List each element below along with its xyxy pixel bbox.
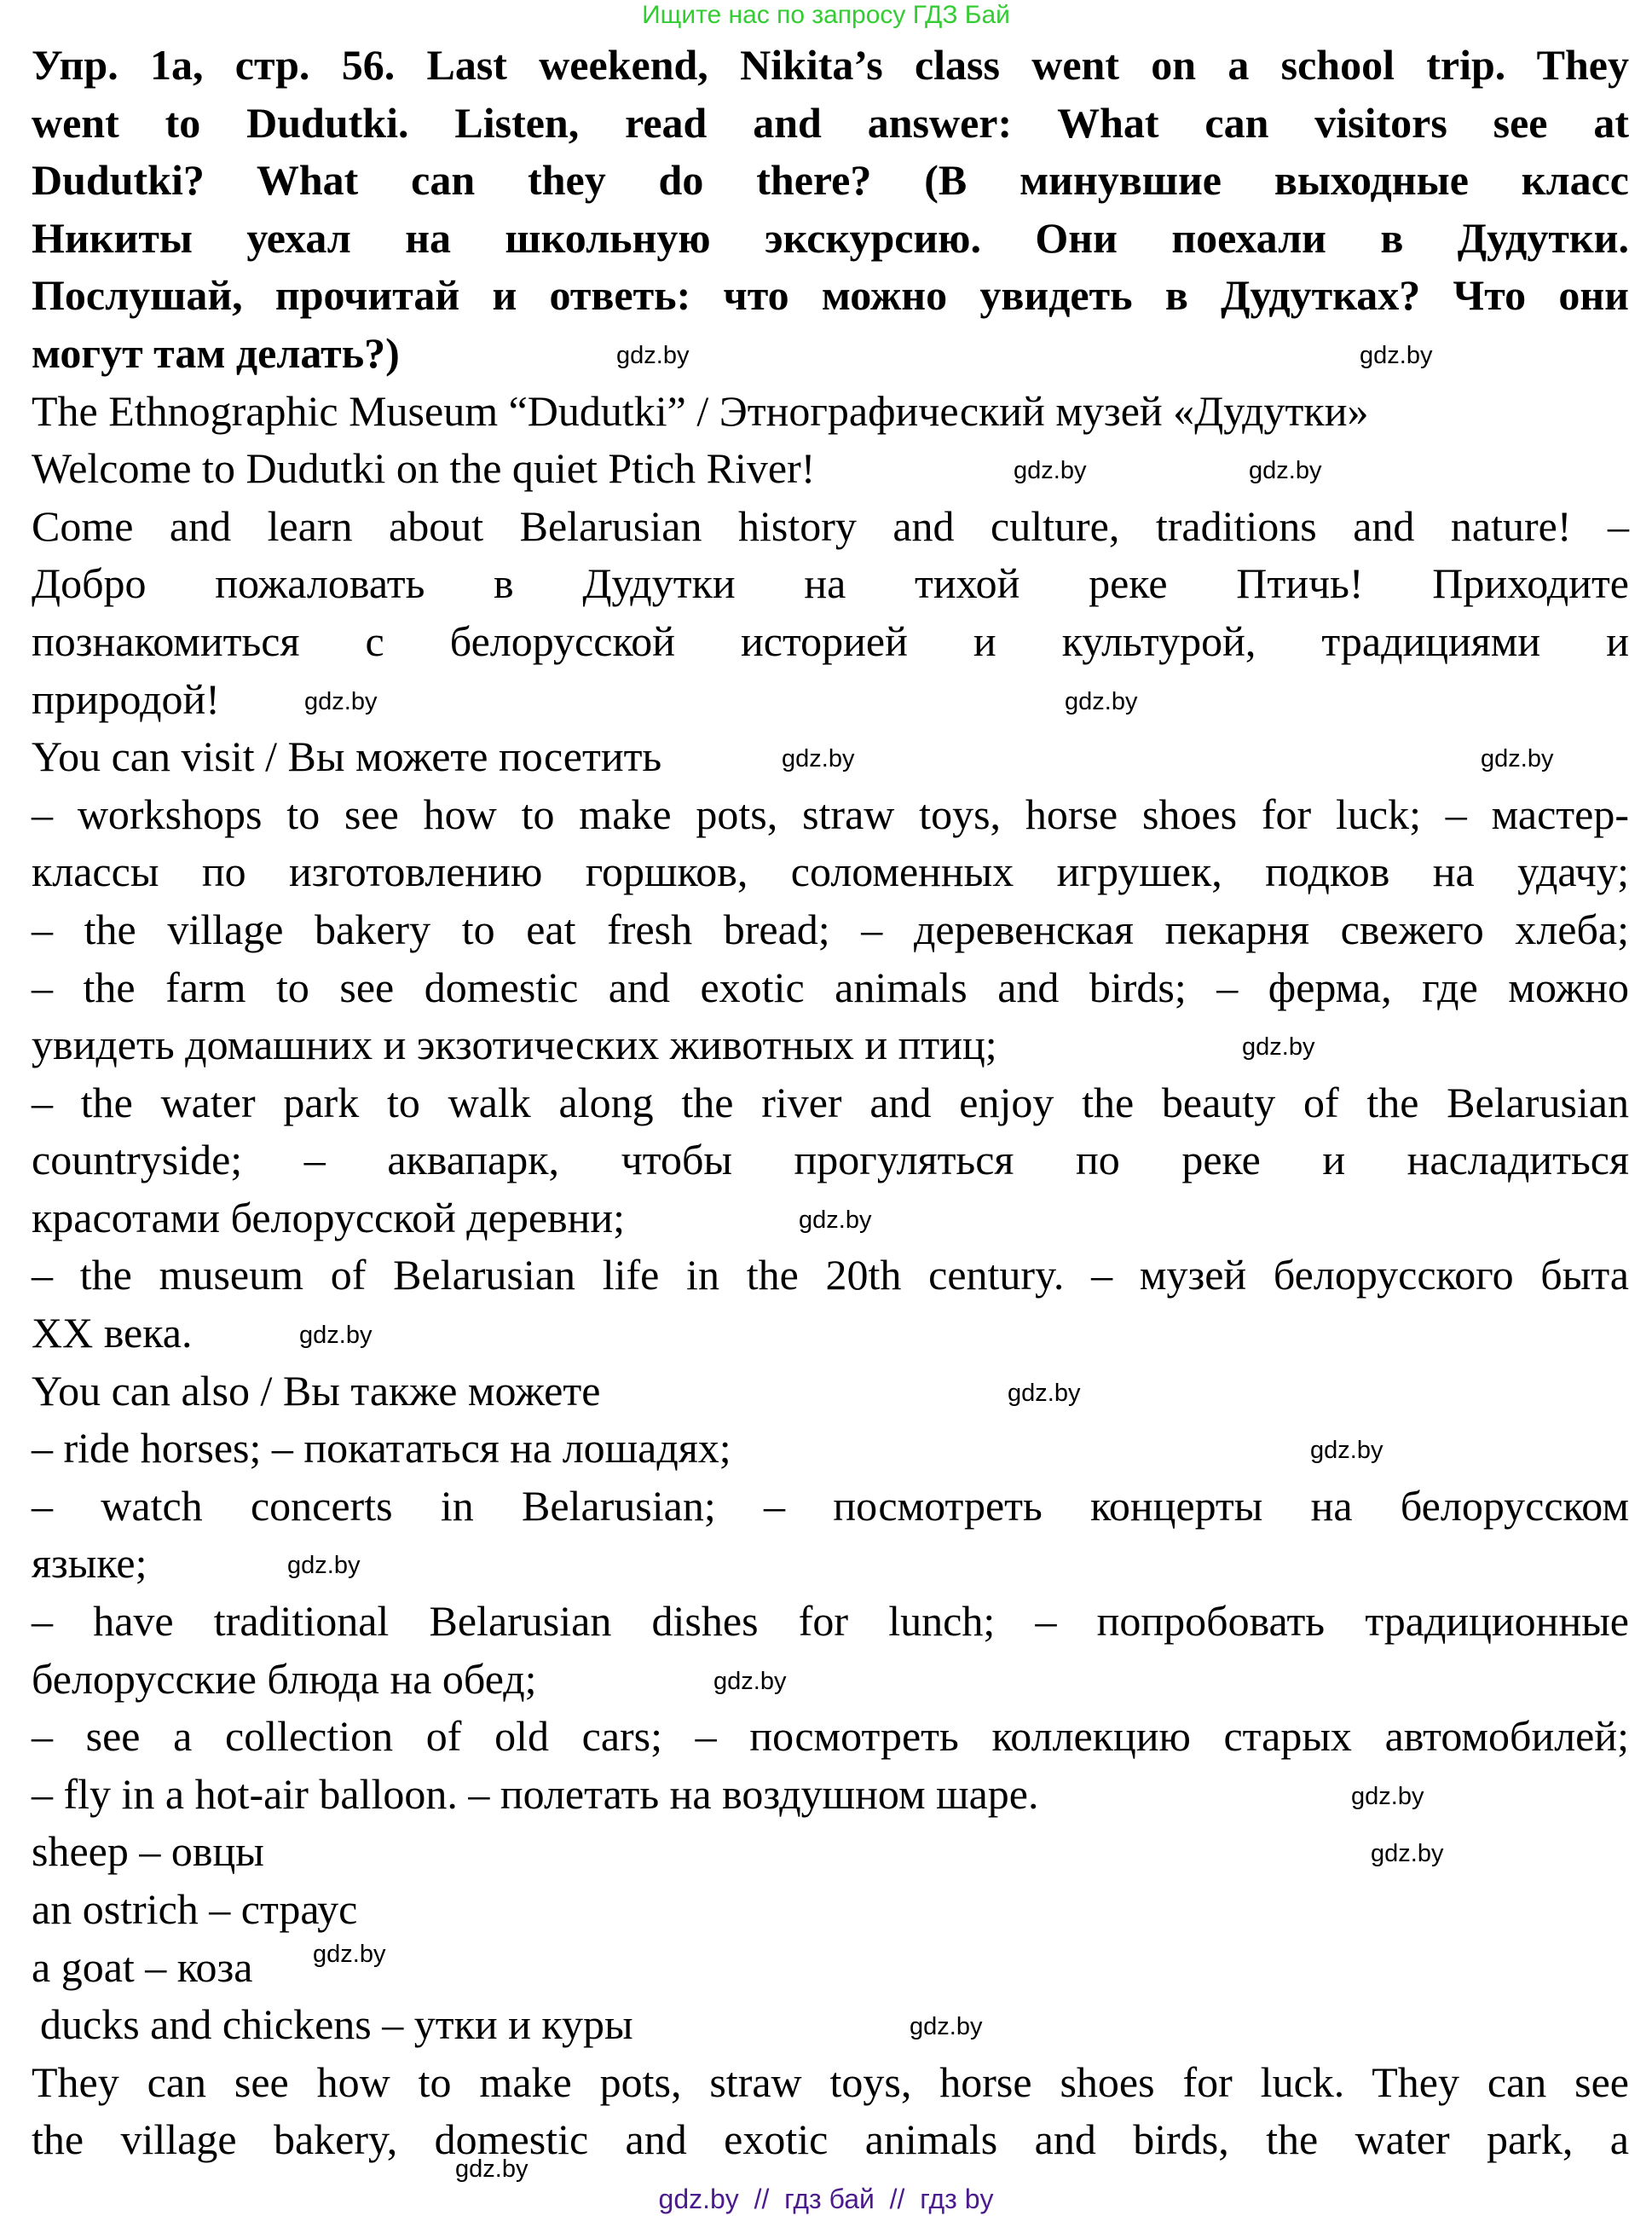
line-text: Добро пожаловать в Дудутки на тихой реке Птичь! Приходите — [32, 559, 1629, 608]
line-text: ducks and chickens – утки и куры — [40, 2000, 633, 2049]
text-line — [32, 1535, 1629, 1593]
watermark: gdz.by — [1481, 745, 1554, 773]
text-line — [32, 555, 1629, 613]
text-line — [32, 1420, 1629, 1478]
exercise-heading-line — [32, 95, 1629, 153]
search-banner: Ищите нас по запросу ГДЗ Бай — [642, 1, 1010, 29]
watermark: gdz.by — [1310, 1437, 1383, 1465]
line-text: Come and learn about Belarusian history and culture, traditions and nature! – — [32, 501, 1629, 550]
watermark: gdz.by — [304, 687, 378, 715]
text-line — [32, 613, 1629, 671]
watermark: gdz.by — [1008, 1379, 1081, 1407]
vocab-line — [32, 1996, 1629, 2054]
line-text: – watch concerts in Belarusian; – посмотреть концерты на белорусском — [32, 1481, 1629, 1530]
line-text: countryside; – аквапарк, чтобы прогуляться по реке и насладиться — [32, 1136, 1629, 1184]
text-line — [32, 1189, 1629, 1247]
line-text: a goat – коза — [32, 1942, 253, 1991]
text-line — [32, 1593, 1629, 1651]
line-text: – fly in a hot-air balloon. – полетать на воздушном шаре. — [32, 1769, 1039, 1818]
line-text: языке; — [32, 1539, 147, 1588]
line-text: They can see how to make pots, straw toys, horse shoes for luck. They can see — [32, 2057, 1629, 2106]
museum-title — [32, 383, 1629, 441]
text-line — [32, 671, 1629, 729]
text-line — [32, 1305, 1629, 1363]
line-text: XX века. — [32, 1309, 193, 1357]
line-text: Dudutki? What can they do there? (В минувшие выходные класс — [32, 156, 1629, 205]
line-text: – the farm to see domestic and exotic animals and birds; – ферма, где можно — [32, 963, 1629, 1011]
watermark: gdz.by — [1014, 457, 1087, 485]
text-line — [32, 1708, 1629, 1766]
text-line — [32, 1131, 1629, 1189]
line-text: Упр. 1a, стр. 56. Last weekend, Nikita’s class went on a school trip. They — [32, 41, 1629, 89]
text-line — [32, 498, 1629, 556]
line-text: увидеть домашних и экзотических животных и птиц; — [32, 1021, 997, 1069]
line-text: – see a collection of old cars; – посмотреть коллекцию старых автомобилей; — [32, 1712, 1629, 1761]
line-text: went to Dudutki. Listen, read and answer: What can visitors see at — [32, 98, 1629, 147]
text-line — [32, 728, 1629, 786]
line-text: – the museum of Belarusian life in the 20th century. – музей белорусского быта — [32, 1251, 1629, 1299]
text-line — [32, 843, 1629, 901]
vocab-line — [32, 1881, 1629, 1939]
line-text: природой! — [32, 674, 220, 723]
watermark: gdz.by — [1360, 341, 1433, 369]
exercise-heading-line — [32, 37, 1629, 95]
watermark: gdz.by — [616, 341, 690, 369]
line-text: You can visit / Вы можете посетить — [32, 732, 662, 781]
text-line — [32, 440, 1629, 498]
watermark: gdz.by — [1242, 1033, 1315, 1062]
watermark: gdz.by — [313, 1940, 386, 1968]
line-text: the village bakery, domestic and exotic animals and birds, the water park, a — [32, 2115, 1629, 2164]
watermark: gdz.by — [1249, 457, 1322, 485]
text-line — [32, 901, 1629, 959]
watermark: gdz.by — [1065, 687, 1138, 715]
line-text: Послушай, прочитай и ответь: что можно увидеть в Дудутках? Что они — [32, 271, 1629, 320]
line-text: познакомиться с белорусской историей и культурой, традициями и — [32, 616, 1629, 665]
footer-links[interactable]: gdz.by // гдз бай // гдз by — [658, 2184, 994, 2214]
line-text: – workshops to see how to make pots, straw toys, horse shoes for luck; – мастер- — [32, 790, 1629, 838]
line-text: – the village bakery to eat fresh bread; – деревенская пекарня свежего хлеба; — [32, 905, 1629, 953]
watermark: gdz.by — [1371, 1840, 1444, 1868]
line-text: an ostrich – страус — [32, 1885, 358, 1933]
watermark: gdz.by — [799, 1206, 872, 1234]
text-line — [32, 786, 1629, 844]
watermark: gdz.by — [782, 745, 855, 773]
exercise-text — [32, 37, 1629, 2169]
line-text: классы по изготовлению горшков, соломенных игрушек, подков на удачу; — [32, 848, 1629, 896]
text-line — [32, 1074, 1629, 1132]
line-text: – the water park to walk along the river and enjoy the beauty of the Belarusian — [32, 1078, 1629, 1126]
watermark: gdz.by — [287, 1552, 361, 1580]
text-line — [32, 1766, 1629, 1824]
watermark: gdz.by — [910, 2013, 983, 2041]
watermark: gdz.by — [713, 1667, 787, 1695]
answer-line — [32, 2111, 1629, 2169]
text-line — [32, 1247, 1629, 1305]
line-text: могут там делать?) — [32, 328, 400, 377]
exercise-heading-line — [32, 210, 1629, 268]
line-text: – ride horses; – покататься на лошадях; — [32, 1424, 731, 1473]
text-line — [32, 1478, 1629, 1536]
answer-line — [32, 2054, 1629, 2112]
exercise-heading-line — [32, 325, 1629, 383]
line-text: sheep – овцы — [32, 1827, 264, 1876]
text-line — [32, 1363, 1629, 1420]
footer — [0, 2183, 1652, 2215]
line-text: Welcome to Dudutki on the quiet Ptich River! — [32, 444, 816, 493]
exercise-heading-line — [32, 152, 1629, 210]
line-text: белорусские блюда на обед; — [32, 1654, 537, 1703]
line-text: You can also / Вы также можете — [32, 1366, 601, 1415]
text-line — [32, 959, 1629, 1017]
line-text: The Ethnographic Museum “Dudutki” / Этнографический музей «Дудутки» — [32, 386, 1369, 435]
line-text: красотами белорусской деревни; — [32, 1193, 626, 1241]
text-line — [32, 1651, 1629, 1709]
watermark: gdz.by — [299, 1322, 373, 1350]
watermark: gdz.by — [1351, 1782, 1424, 1810]
exercise-heading-line — [32, 267, 1629, 325]
vocab-line — [32, 1939, 1629, 1997]
line-text: Никиты уехал на школьную экскурсию. Они поехали в Дудутки. — [32, 213, 1629, 262]
vocab-line — [32, 1823, 1629, 1881]
watermark: gdz.by — [455, 2155, 529, 2183]
line-text: – have traditional Belarusian dishes for lunch; – попробовать традиционные — [32, 1597, 1629, 1646]
text-line — [32, 1016, 1629, 1074]
